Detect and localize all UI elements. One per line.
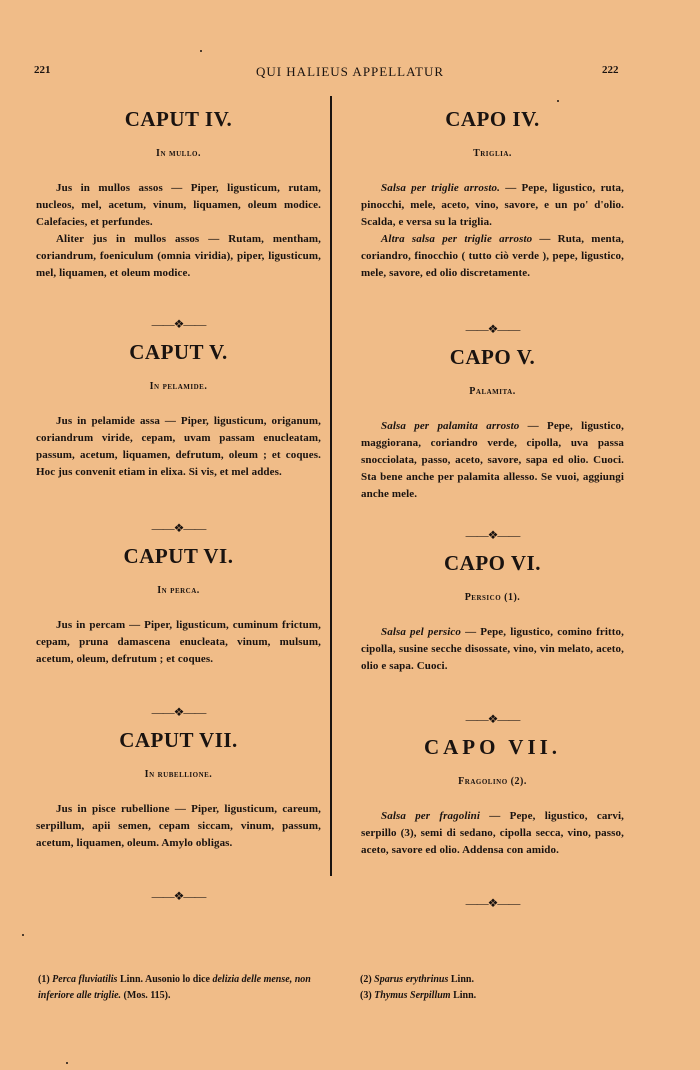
chapter-title: CAPO V. <box>449 345 536 369</box>
footnote-mark: (3) <box>360 990 372 1001</box>
chapter-title: CAPUT IV. <box>124 107 233 131</box>
species-name: Sparus erythrinus <box>374 974 449 985</box>
chapter-subtitle: In rubellione. <box>144 769 213 780</box>
paper-speck <box>557 100 559 102</box>
chapter-title: CAPUT VI. <box>123 544 234 568</box>
paragraph: Jus in mullos assos — Piper, ligusticum, rutam, nucleos, mel, acetum, vinum, liquamen, oleum modice. Calefacies, et perfundes. <box>36 182 321 228</box>
chapter-body <box>361 180 624 282</box>
ornament-divider: ——❖—— <box>465 896 520 910</box>
paragraph <box>361 180 624 231</box>
chapter <box>361 548 624 706</box>
chapter-body <box>361 418 624 503</box>
footnote-text: (Mos. 115). <box>121 990 171 1001</box>
chapter-subtitle: In pelamide. <box>149 381 208 392</box>
paragraph <box>361 231 624 282</box>
chapter <box>361 732 624 890</box>
recipe-text: — Pepe, ligustico, maggiorana, coriandro verde, cipolla, uva passa snocciolata, passo, aceto, savore, sapa ed olio. Cuoci. Sta bene anche per palamita allesso. Se vuoi, aggiungi anche mele. <box>361 420 624 500</box>
chapter-body <box>36 180 321 282</box>
chapter-subtitle: Palamita. <box>469 386 516 397</box>
page-number-right: 222 <box>602 64 619 76</box>
footnote-text: Linn. Ausonio lo dice <box>117 974 213 985</box>
ornament-divider: ——❖—— <box>465 322 520 336</box>
chapter-body <box>361 808 624 859</box>
chapter-subtitle: Persico (1). <box>464 592 521 603</box>
ornament-divider: ——❖—— <box>151 889 206 903</box>
chapter-subtitle: In mullo. <box>156 148 201 159</box>
footnote <box>360 988 620 1004</box>
recipe-text: — Ruta, menta, coriandro, finocchio ( tutto ciò verde ), pepe, ligustico, mele, savore, ed olio discretamente. <box>361 233 624 279</box>
sauce-name: Salsa per triglie arrosto. <box>381 182 501 194</box>
paragraph: Jus in pelamide assa — Piper, ligusticum, origanum, coriandrum viride, cepam, uvam passam enucleatam, passum, acetum, liquamen, defrutum, oleum ; et coques. Hoc jus convenit etiam in elixa. Si vis, et mel addes. <box>36 415 321 478</box>
species-name: Thymus Serpillum <box>374 990 451 1001</box>
chapter-title: CAPO VII. <box>423 735 562 759</box>
paper-speck <box>66 1062 68 1064</box>
footnote <box>38 972 338 1004</box>
sauce-name: Salsa per palamita arrosto <box>381 420 520 432</box>
ornament-divider: ——❖—— <box>151 317 206 331</box>
chapter-title: CAPUT VII. <box>119 728 238 752</box>
species-name: Perca fluviatilis <box>52 974 118 985</box>
footnote-text: Linn. <box>448 974 474 985</box>
recipe-text: — Pepe, ligustico, comino fritto, cipolla, susine secche disossate, vino, vin melato, aceto, olio e sapa. Cuoci. <box>361 626 624 672</box>
paragraph <box>361 808 624 859</box>
italian-column <box>361 100 624 912</box>
chapter <box>36 337 321 515</box>
chapter <box>36 541 321 699</box>
chapter-body <box>36 413 321 481</box>
chapter-title: CAPO VI. <box>444 551 541 575</box>
chapter <box>361 342 624 522</box>
recipe-text: — Pepe, ligustico, carvi, serpillo (3), semi di sedano, cipolla secca, vino, passo, aceto, savore ed olio. Addensa con amido. <box>361 810 625 856</box>
column-divider <box>330 96 332 876</box>
chapter-subtitle: Fragolino (2). <box>458 776 527 787</box>
recipe-text: — Pepe, ligustico, ruta, pinocchi, mele, aceto, vino, savore, e un po' d'olio. Scalda, e versa su la triglia. <box>361 182 624 228</box>
chapter <box>36 104 321 309</box>
chapter <box>36 725 321 883</box>
chapter-body <box>361 624 624 675</box>
chapter-body <box>36 801 321 852</box>
footnote-mark: (2) <box>360 974 372 985</box>
chapter-subtitle: In perca. <box>157 585 200 596</box>
ornament-divider: ——❖—— <box>151 521 206 535</box>
chapter-title: CAPUT V. <box>129 340 228 364</box>
chapter-subtitle: Triglia. <box>473 148 512 159</box>
paper-speck <box>22 934 24 936</box>
footnotes-left <box>38 972 338 1004</box>
sauce-name: Salsa pel persico <box>381 626 461 638</box>
running-title: QUI HALIEUS APPELLATUR <box>255 64 445 79</box>
paper-speck <box>200 50 202 52</box>
paragraph: Jus in pisce rubellione — Piper, ligusticum, careum, serpillum, apii semen, cepam siccam, vinum, passum, acetum, liquamen, oleum. Amylo obligas. <box>36 803 321 849</box>
chapter <box>361 104 624 314</box>
chapter-body <box>36 617 321 668</box>
latin-column <box>36 100 321 905</box>
sauce-name: Altra salsa per triglie arrosto <box>381 233 533 245</box>
quote: delizia delle mense, non inferiore alle triglie. <box>38 974 311 1001</box>
ornament-divider: ——❖—— <box>465 712 520 726</box>
sauce-name: Salsa per fragolini <box>381 810 481 822</box>
paragraph <box>361 624 624 675</box>
footnote-mark: (1) <box>38 974 50 985</box>
footnote <box>360 972 620 988</box>
paragraph <box>361 418 624 503</box>
paragraph: Jus in percam — Piper, ligusticum, cuminum frictum, cepam, pruna damascena enucleata, vinum, mulsum, acetum, oleum, defrutum ; et coques. <box>36 619 321 665</box>
ornament-divider: ——❖—— <box>465 528 520 542</box>
ornament-divider: ——❖—— <box>151 705 206 719</box>
chapter-title: CAPO IV. <box>445 107 540 131</box>
page-number-left: 221 <box>34 64 51 76</box>
footnote-text: Linn. <box>450 990 477 1001</box>
running-head <box>0 64 700 84</box>
footnotes-right <box>360 972 620 1004</box>
paragraph: Aliter jus in mullos assos — Rutam, mentham, coriandrum, foeniculum (omnia viridia), piper, ligusticum, mel, liquamen, et oleum modice. <box>36 233 321 279</box>
